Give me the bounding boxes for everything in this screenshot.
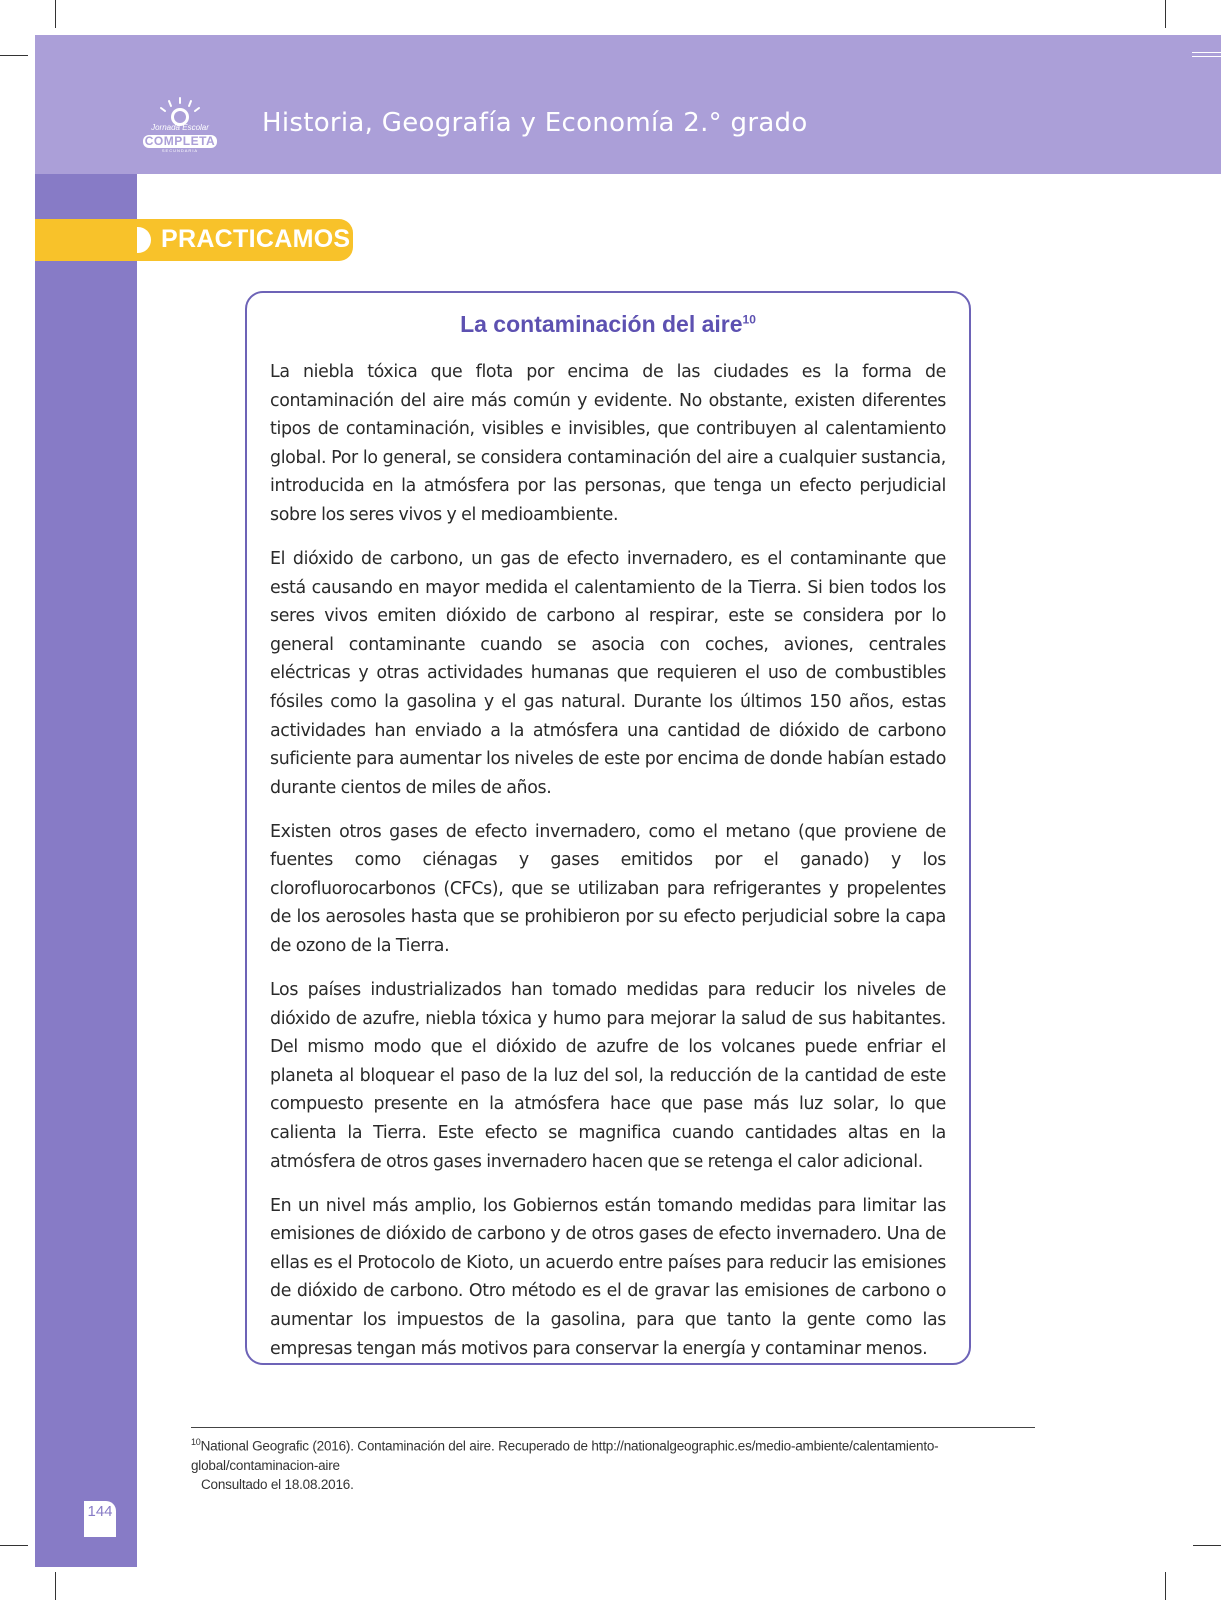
footnote-rule bbox=[191, 1427, 1035, 1428]
footnote-line-1 bbox=[191, 1433, 1031, 1475]
crop-mark bbox=[0, 55, 28, 56]
footnote-number: 10 bbox=[191, 1437, 201, 1447]
paragraph: La niebla tóxica que flota por encima de las ciudades es la forma de contaminación del aire más común y evidente. No obstante, existen diferentes tipos de contaminación, visibles e invisibles, que contribuyen al calentamiento global. Por lo general, se considera contaminación del aire a cualquier sustancia, introducida en la atmósfera por las personas, que tenga un efecto perjudicial sobre los seres vivos y el medioambiente. bbox=[270, 362, 946, 525]
crop-mark bbox=[1165, 1572, 1166, 1600]
footnote-line-2: Consultado el 18.08.2016. bbox=[201, 1476, 354, 1492]
reading-body bbox=[270, 358, 946, 1379]
footnote bbox=[191, 1433, 1031, 1494]
crop-mark bbox=[0, 1545, 28, 1546]
header-rule bbox=[1192, 52, 1221, 53]
page-number: 144 bbox=[84, 1501, 116, 1537]
crop-mark bbox=[1165, 0, 1166, 28]
paragraph: El dióxido de carbono, un gas de efecto invernadero, es el contaminante que está causando en mayor medida el calentamiento de la Tierra. Si bien todos los seres vivos emiten dióxido de carbono al respirar, este se considera por lo general contaminante cuando se asocia con coches, aviones, centrales eléctricas y otras actividades humanas que requieren el uso de combustibles fósiles como la gasolina y el gas natural. Durante los últimos 150 años, estas actividades han enviado a la atmósfera una cantidad de dióxido de carbono suficiente para aumentar los niveles de este por encima de donde habían estado durante cientos de miles de años. bbox=[270, 548, 946, 798]
paragraph: Los países industrializados han tomado medidas para reducir los niveles de dióxido de azufre, niebla tóxica y humo para mejorar la salud de sus habitantes. Del mismo modo que el dióxido de azufre de los volcanes puede enfriar el planeta al bloquear el paso de la luz del sol, la reducción de la cantidad de este compuesto presente en la atmósfera hace que pase más luz solar, lo que calienta la Tierra. Este efecto se magnifica cuando cantidades altas en la atmósfera de otros gases invernadero hacen que se retenga el calor adicional. bbox=[270, 980, 946, 1172]
footnote-citation: National Geografic (2016). Contaminación del aire. Recuperado de http://nationalgeographic.es/medio-ambiente/calentamiento-global/contaminacion-aire bbox=[191, 1438, 939, 1473]
reading-title bbox=[247, 311, 969, 338]
header-title: Historia, Geografía y Economía 2.° grado bbox=[262, 108, 808, 138]
paragraph: Existen otros gases de efecto invernadero, como el metano (que proviene de fuentes como ciénagas y gases emitidos por el ganado) y los clorofluorocarbonos (CFCs), que se utilizaban para refrigerantes y propelentes de los aerosoles hasta que se prohibieron por su efecto perjudicial sobre la capa de ozono de la Tierra. bbox=[270, 821, 946, 957]
crop-mark bbox=[55, 0, 56, 28]
logo-line3: SECUNDARIA bbox=[161, 148, 199, 153]
paragraph: En un nivel más amplio, los Gobiernos están tomando medidas para limitar las emisiones de dióxido de carbono y de otros gases de efecto invernadero. Una de ellas es el Protocolo de Kioto, un acuerdo entre países para reducir las emisiones de dióxido de carbono. Otro método es el de gravar las emisiones de carbono o aumentar los impuestos de la gasolina, para que tanto la gente como las empresas tengan más motivos para conservar la energía y contaminar menos. bbox=[270, 1195, 946, 1359]
header-rule bbox=[1192, 56, 1221, 57]
logo-line1: Jornada Escolar bbox=[151, 123, 209, 132]
sidebar-strip bbox=[35, 174, 137, 1567]
jornada-escolar-logo bbox=[140, 96, 220, 156]
logo-line2: COMPLETA bbox=[144, 134, 216, 148]
crop-mark bbox=[55, 1572, 56, 1600]
section-tab-label: PRACTICAMOS bbox=[161, 225, 351, 253]
reading-title-text: La contaminación del aire bbox=[460, 311, 743, 337]
footnote-ref: 10 bbox=[742, 312, 756, 327]
reading-box bbox=[245, 291, 971, 1365]
crop-mark bbox=[1193, 1545, 1221, 1546]
